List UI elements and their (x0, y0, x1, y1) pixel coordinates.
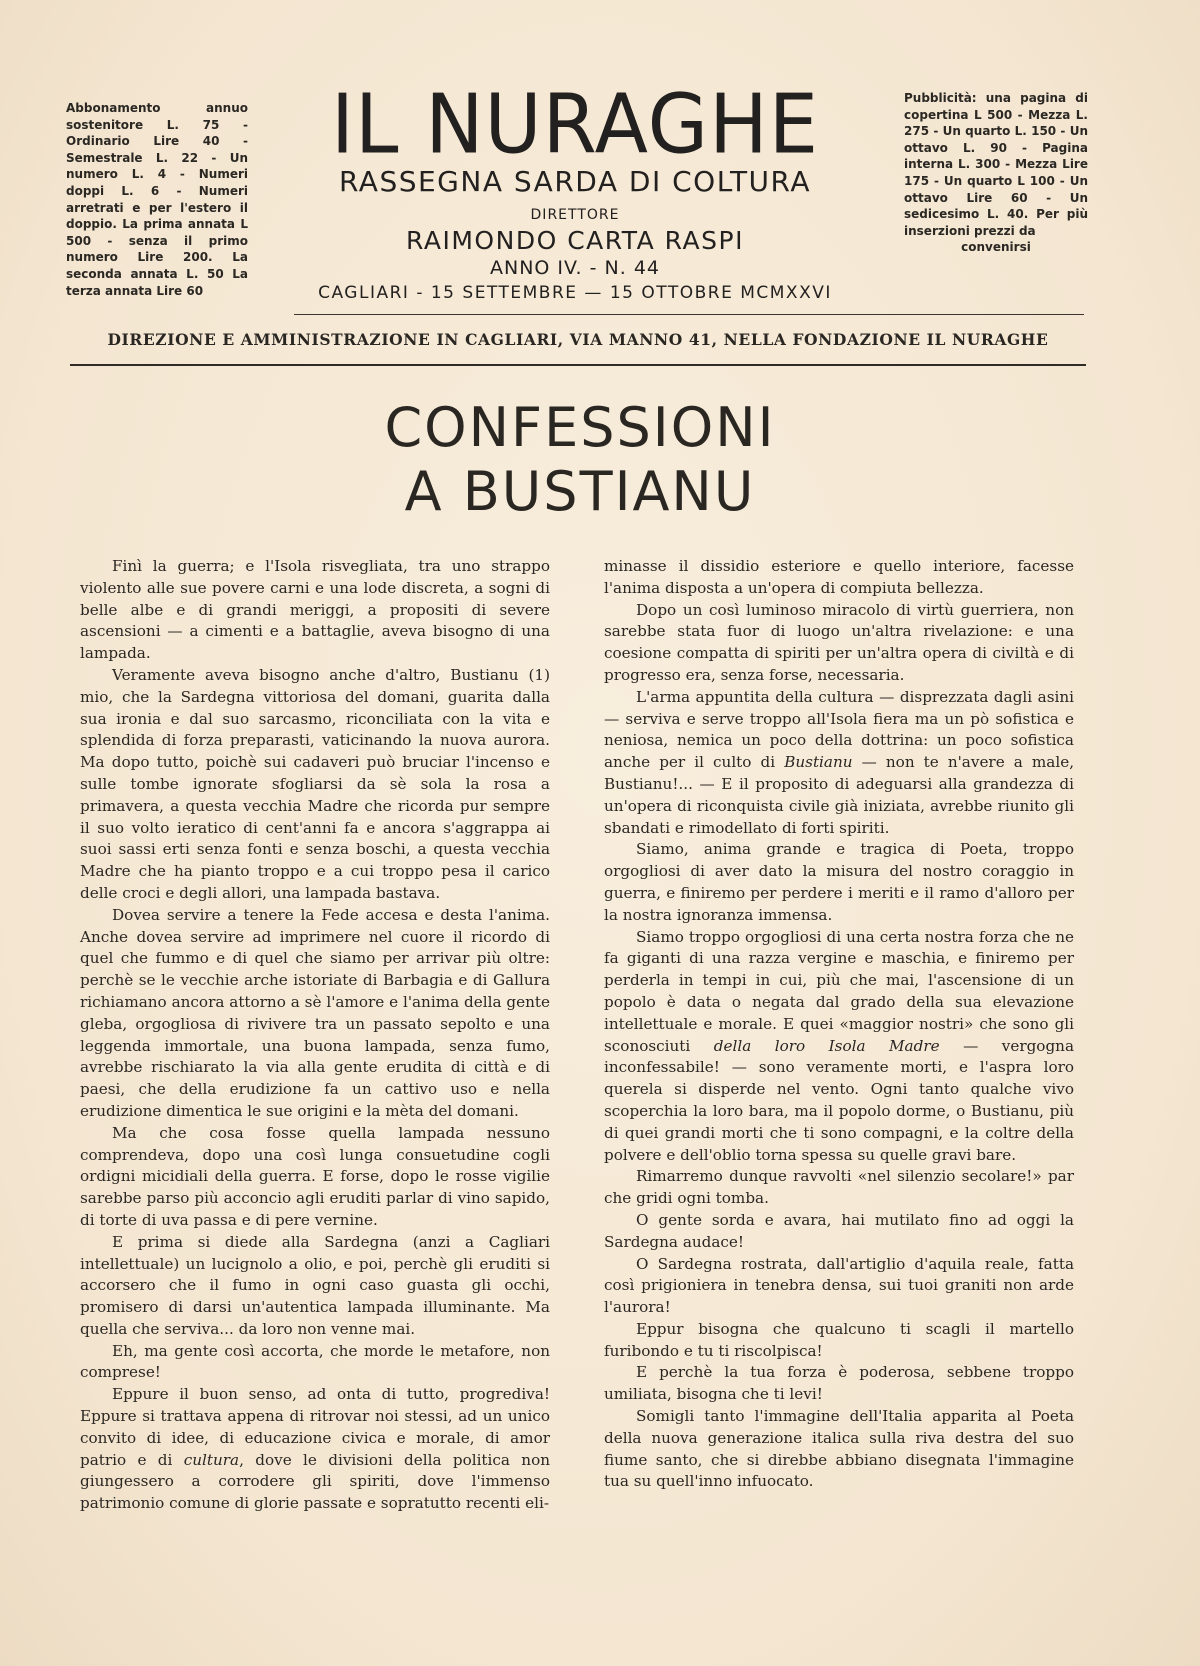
emphasis: Bustianu (784, 753, 853, 772)
article-title-line2: A BUSTIANU (404, 460, 756, 523)
article-title-line1: CONFESSIONI (384, 396, 776, 459)
paragraph: Dovea servire a tenere la Fede accesa e desta l'anima. Anche dovea servire ad imprimere nel cuore il ricordo di quel che fummo e di quel che siamo per arrivar più oltre: perchè se le vecchie arche istoriate di Barbagia e di Gallura richiamano ancora attorno a sè l'amore e l'anima della gente gleba, orgogliosa di rivivere tra un passato sepolto e una leggenda immortale, una buona lampada, senza fumo, avrebbe rischiarato la via alla gente erudita di città e di paesi, che della erudizione fa un cattivo uso e nella erudizione dimentica le sue origini e la mèta del domani. (80, 905, 550, 1120)
paragraph-text: Eppure il buon senso, ad onta di tutto, progrediva! Eppure si trattava appena di ritrovar noi stessi, ad un unico convito di idee, di educazione civica e morale, di amor patrio e di (80, 1385, 550, 1469)
masthead (270, 77, 880, 306)
paragraph: Dopo un così luminoso miracolo di virtù guerriera, non sarebbe stata fuor di luogo un'altra rivelazione: e una coesione compatta di spiriti per un'altra opera di civiltà e di progresso era, senza forse, necessaria. (604, 600, 1074, 684)
article-column-right (604, 556, 1074, 1493)
paragraph: Somigli tanto l'immagine dell'Italia apparita al Poeta della nuova generazione italica sulla riva destra del suo fiume santo, che si direbbe abbiano disegnata l'immagine tua su quell'inno infuocato. (604, 1407, 1074, 1491)
paragraph (604, 927, 1074, 1167)
paragraph: Rimarremo dunque ravvolti «nel silenzio secolare!» par che gridi ogni tomba. (604, 1167, 1074, 1208)
newspaper-subtitle: RASSEGNA SARDA DI COLTURA (338, 165, 812, 198)
paragraph: O Sardegna rostrata, dall'artiglio d'aquila reale, fatta così prigioniera in tenebra densa, sui tuoi graniti non arde l'aurora! (604, 1254, 1074, 1317)
emphasis: cultura (183, 1450, 240, 1469)
paragraph-text: — vergogna inconfessabile! — sono veramente morti, e l'aspra loro querela si disperde nel vento. Ogni tanto qualche vivo scoperchia la loro bara, ma il popolo dorme, o Bustianu, più di quei grandi morti che ti sono compagni, e la coltre della polvere e dell'oblio torna spessa su quelle gravi bare. (604, 1036, 1075, 1164)
paragraph: Finì la guerra; e l'Isola risvegliata, tra uno strappo violento alle sue povere carni e una lode discreta, a sogni di belle albe e di grandi meriggi, a propositi di severe ascensioni — a cimenti e a battaglie, aveva bisogno di una lampada. (80, 557, 550, 663)
paragraph: O gente sorda e avara, hai mutilato fino ad oggi la Sardegna audace! (604, 1210, 1074, 1251)
paragraph: Ma che cosa fosse quella lampada nessuno comprendeva, dopo una così lunga consuetudine cogli ordigni micidiali della guerra. E forse, dopo le rosse vigilie sarebbe parso più acconcio agli eruditi parlar di vino sapido, di torte di uva passa e di pere vernine. (80, 1123, 550, 1229)
director-label: DIRETTORE (530, 207, 620, 223)
director-name: RAIMONDO CARTA RASPI (406, 226, 744, 255)
paragraph-text: L'arma appuntita della cultura — disprezzata dagli asini — serviva e serve troppo all'Isola fiera ma un pò sofistica e neniosa, nemica un poco della dottrina: un poco sofistica anche per il culto di (604, 687, 1074, 772)
paragraph: E perchè la tua forza è poderosa, sebbene troppo umiliata, bisogna che ti levi! (604, 1363, 1074, 1404)
paragraph: E prima si diede alla Sardegna (anzi a Cagliari intellettuale) un lucignolo a olio, e poi, perchè gli eruditi si accorsero che il fumo in ogni caso guasta gli occhi, promisero di darsi un'autentica lampada illuminante. Ma quella che serviva... da loro non venne mai. (80, 1232, 550, 1338)
issue-date: CAGLIARI - 15 SETTEMBRE — 15 OTTOBRE MCMXXVI (318, 283, 832, 303)
advertising-info (904, 90, 1088, 256)
paragraph (604, 687, 1074, 840)
paragraph-text: — non te n'avere a male, Bustianu!... — E il proposito di adeguarsi alla grandezza di un'opera di riconquista civile già iniziata, avrebbe riunito gli sbandati e rimodellato di forti spiriti. (604, 753, 1075, 837)
subscription-info: Abbonamento annuo sostenitore L. 75 - Ordinario Lire 40 - Semestrale L. 22 - Un numero L. 4 - Numeri doppi L. 6 - Numeri arretrati e per l'estero il doppio. La prima annata L 500 - senza il primo numero Lire 200. La seconda annata L. 50 La terza annata Lire 60 (66, 101, 248, 298)
newspaper-title: IL NURAGHE (330, 77, 820, 173)
advertising-text: Pubblicità: una pagina di copertina L 500 - Mezza L. 275 - Un quarto L. 150 - Un ottavo L. 90 - Pagina interna L. 300 - Mezza Lire 175 - Un quarto L 100 - Un ottavo Lire 60 - Un sedicesimo L. 40. Per più inserzioni prezzi da (904, 91, 1088, 238)
article-column-left (80, 556, 550, 1515)
issue-number: ANNO IV. - N. 44 (489, 257, 660, 279)
paragraph-text: , dove le divisioni della politica non giungessero a corrodere gli spiriti, dove l'immenso patrimonio comune di glorie passate e sopratutto recenti eli- (80, 1450, 551, 1513)
administration-line: DIREZIONE E AMMINISTRAZIONE IN CAGLIARI, VIA MANNO 41, NELLA FONDAZIONE IL NURAGHE (107, 330, 1049, 349)
emphasis: della loro Isola Madre (713, 1036, 940, 1055)
article-title (300, 396, 860, 524)
paragraph: Eppur bisogna che qualcuno ti scagli il martello furibondo e tu ti riscolpisca! (604, 1319, 1074, 1360)
paragraph: Veramente aveva bisogno anche d'altro, Bustianu (1) mio, che la Sardegna vittoriosa del domani, guarita dalla sua ironia e dal suo sarcasmo, riconciliata con la vita e splendida di forza preparasti, vaticinando la nuova aurora. Ma dopo tutto, poichè sui cadaveri può bruciar l'incenso e sulle tombe ignorate sfogliarsi da sè sola la rosa a primavera, a questa vecchia Madre che ricorda pur sempre il suo volto ieratico di cent'anni fa e ancora s'aggrappa ai suoi sassi erti senza fonti e senza boschi, a questa vecchia Madre che ha pianto troppo e a cui troppo pesa il carico delle croci e degli allori, una lampada bastava. (80, 665, 550, 902)
header-rule-bottom (70, 364, 1086, 366)
paragraph (80, 1384, 550, 1515)
paragraph: Siamo, anima grande e tragica di Poeta, troppo orgogliosi di aver dato la misura del nostro coraggio in guerra, e finiremo per perdere i meriti e il ramo d'alloro per la nostra ignoranza immensa. (604, 840, 1074, 924)
paragraph: Eh, ma gente così accorta, che morde le metafore, non comprese! (80, 1341, 550, 1382)
header-rule (294, 314, 1084, 315)
advertising-text-end: convenirsi (961, 240, 1031, 255)
paragraph-text: Siamo troppo orgogliosi di una certa nostra forza che ne fa giganti di una razza vergine e maschia, e finiremo per perderla in tempi in cui, più che mai, l'ascensione di un popolo è data o negata dal grado della sua elevazione intellettuale e morale. E quei «maggior nostri» che sono gli sconosciuti (604, 927, 1074, 1055)
paragraph-continued: minasse il dissidio esteriore e quello interiore, facesse l'anima disposta a un'opera di compiuta bellezza. (604, 557, 1074, 597)
